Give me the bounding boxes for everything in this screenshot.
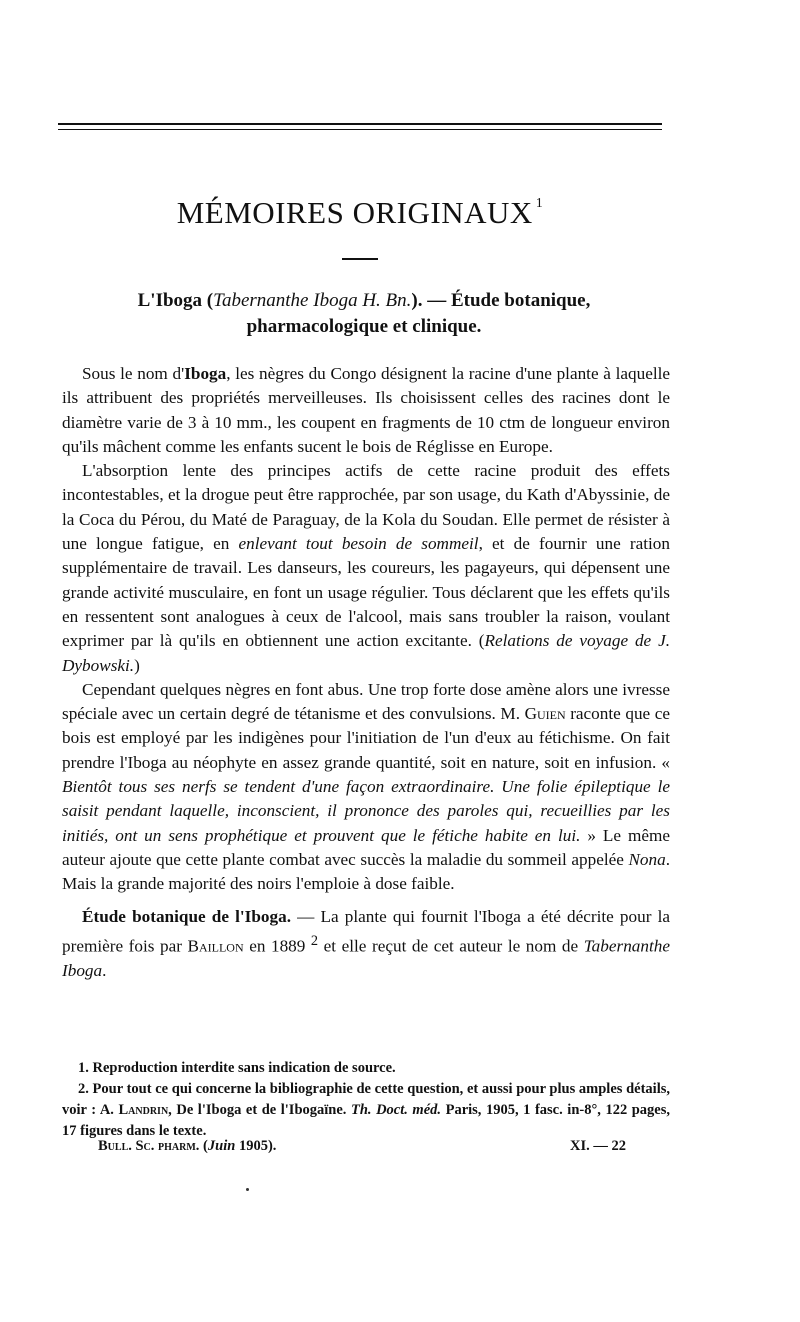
fn2-text-c: Paris, 1905, 1 fasc. in-8°, 122 pages, 17 figures dans le texte. <box>62 1102 671 1139</box>
p1-text-c: , les nègres du Congo désignent la racine d'une plante à laquelle ils attribuent des propriétés merveilleuses. Ils choisissent celles des racines dont le diamètre varie de 3 à 10 mm., les coupent en fragments de 10 ctm de longueur environ qu'ils mâchent comme les enfants sucent le bois de Réglisse en Europe. <box>62 364 671 456</box>
paragraph-4 <box>62 905 670 984</box>
ink-speck <box>246 1188 249 1191</box>
footnotes <box>62 1058 670 1142</box>
p3-text-a: Cependant quelques nègres en font abus. Une trop forte dose amène alors une ivresse spéciale avec un certain degré de tétanisme et des convulsions. M. <box>62 679 670 724</box>
p4-text-d: et elle reçut de cet auteur le nom de <box>318 936 584 956</box>
top-rule <box>58 123 662 125</box>
p1-bold: Iboga <box>184 364 227 383</box>
paragraph-2 <box>62 459 670 678</box>
p4-italic: Tabernanthe Iboga <box>62 936 670 980</box>
article-heading <box>58 288 670 340</box>
footer-date-close: 1905). <box>235 1138 277 1154</box>
p2-text-d: ) <box>134 655 140 675</box>
footer-date-open: ( <box>199 1138 208 1154</box>
p4-author: Baillon <box>187 936 244 956</box>
title-text: MÉMOIRES ORIGINAUX <box>176 195 533 230</box>
p3-quote: Bientôt tous ses nerfs se tendent d'une façon extraordinaire. Une folie épileptique le saisit pendant laquelle, inconscient, il prononce des paroles qui, recueillies par les initiés, ont un sens prophétique et prouvent que le fétiche habite en lui. <box>62 777 670 845</box>
title-rule <box>342 258 378 260</box>
fn2-italic: Th. Doct. méd. <box>350 1102 442 1118</box>
footnote-2 <box>62 1079 670 1142</box>
footnote-1: 1. Reproduction interdite sans indication de source. <box>78 1060 396 1076</box>
p3-author: Guien <box>524 704 566 724</box>
p4-text-e: . <box>102 960 107 980</box>
fn2-text-b: , De l'Iboga et de l'Ibogaïne. <box>168 1102 351 1118</box>
p4-note-ref: 2 <box>310 932 319 949</box>
p3-text-e: . Mais la grande majorité des noirs l'emploie à dose faible. <box>62 849 670 894</box>
top-rule-thin <box>58 129 662 130</box>
paragraph-1 <box>62 362 670 459</box>
footer-date: Juin <box>207 1138 236 1154</box>
heading-line2: pharmacologique et clinique. <box>246 316 482 337</box>
footer-journal <box>98 1138 276 1155</box>
page-title <box>0 195 720 231</box>
heading-part2: ). — Étude botanique, <box>411 290 591 311</box>
p1-text-a: Sous le nom d' <box>82 364 185 383</box>
p3-text-d: » Le même auteur ajoute que cette plante combat avec succès la maladie du sommeil appelée <box>62 825 670 869</box>
p2-italic: enlevant tout besoin de sommeil <box>238 534 479 554</box>
section-heading: Étude botanique de l'Iboga. <box>82 906 291 926</box>
footer-journal-name: Bull. Sc. pharm. <box>98 1138 200 1154</box>
title-note-ref: 1 <box>535 196 544 211</box>
p2-citation: Relations de voyage de J. Dybowski. <box>62 631 670 675</box>
p3-text-c: raconte que ce bois est employé par les indigènes pour l'initiation de l'un d'eux au fétichisme. On fait prendre l'Iboga au néophyte en assez grande quantité, soit en nature, soit en infusion. « <box>62 704 670 772</box>
p3-italic-nona: Nona <box>628 849 666 869</box>
heading-italic: Tabernanthe Iboga H. Bn. <box>213 290 412 311</box>
paragraph-3 <box>62 678 670 897</box>
fn2-author: Landrin <box>118 1102 169 1118</box>
footer-page-number: XI. — 22 <box>570 1138 626 1154</box>
p4-text-a: — La plante qui fournit l'Iboga a été décrite pour la première fois par <box>62 906 670 956</box>
p2-text-a: L'absorption lente des principes actifs de cette racine produit des effets incontestables, et la drogue peut être rapprochée, par son usage, du Kath d'Abyssinie, de la Coca du Pérou, du Maté de Paraguay, de la Kola du Soudan. Elle permet de résister à une longue fatigue, en <box>62 461 670 554</box>
p4-text-c: en 1889 <box>243 936 311 956</box>
heading-part1: L'Iboga ( <box>137 290 214 311</box>
article-body <box>62 362 670 983</box>
p2-text-c: , et de fournir une ration supplémentaire de travail. Les danseurs, les coureurs, les pagayeurs, qui dépensent une grande activité musculaire, en font un usage régulier. Tous déclarent que les effets qu'ils en ressentent sont analogues à ceux de l'alcool, mais sans troubler la raison, voulant exprimer par là qu'ils en obtiennent une action excitante. ( <box>62 534 670 651</box>
fn2-text-a: 2. Pour tout ce qui concerne la bibliographie de cette question, et aussi pour plus amples détails, voir : A. <box>62 1081 670 1118</box>
